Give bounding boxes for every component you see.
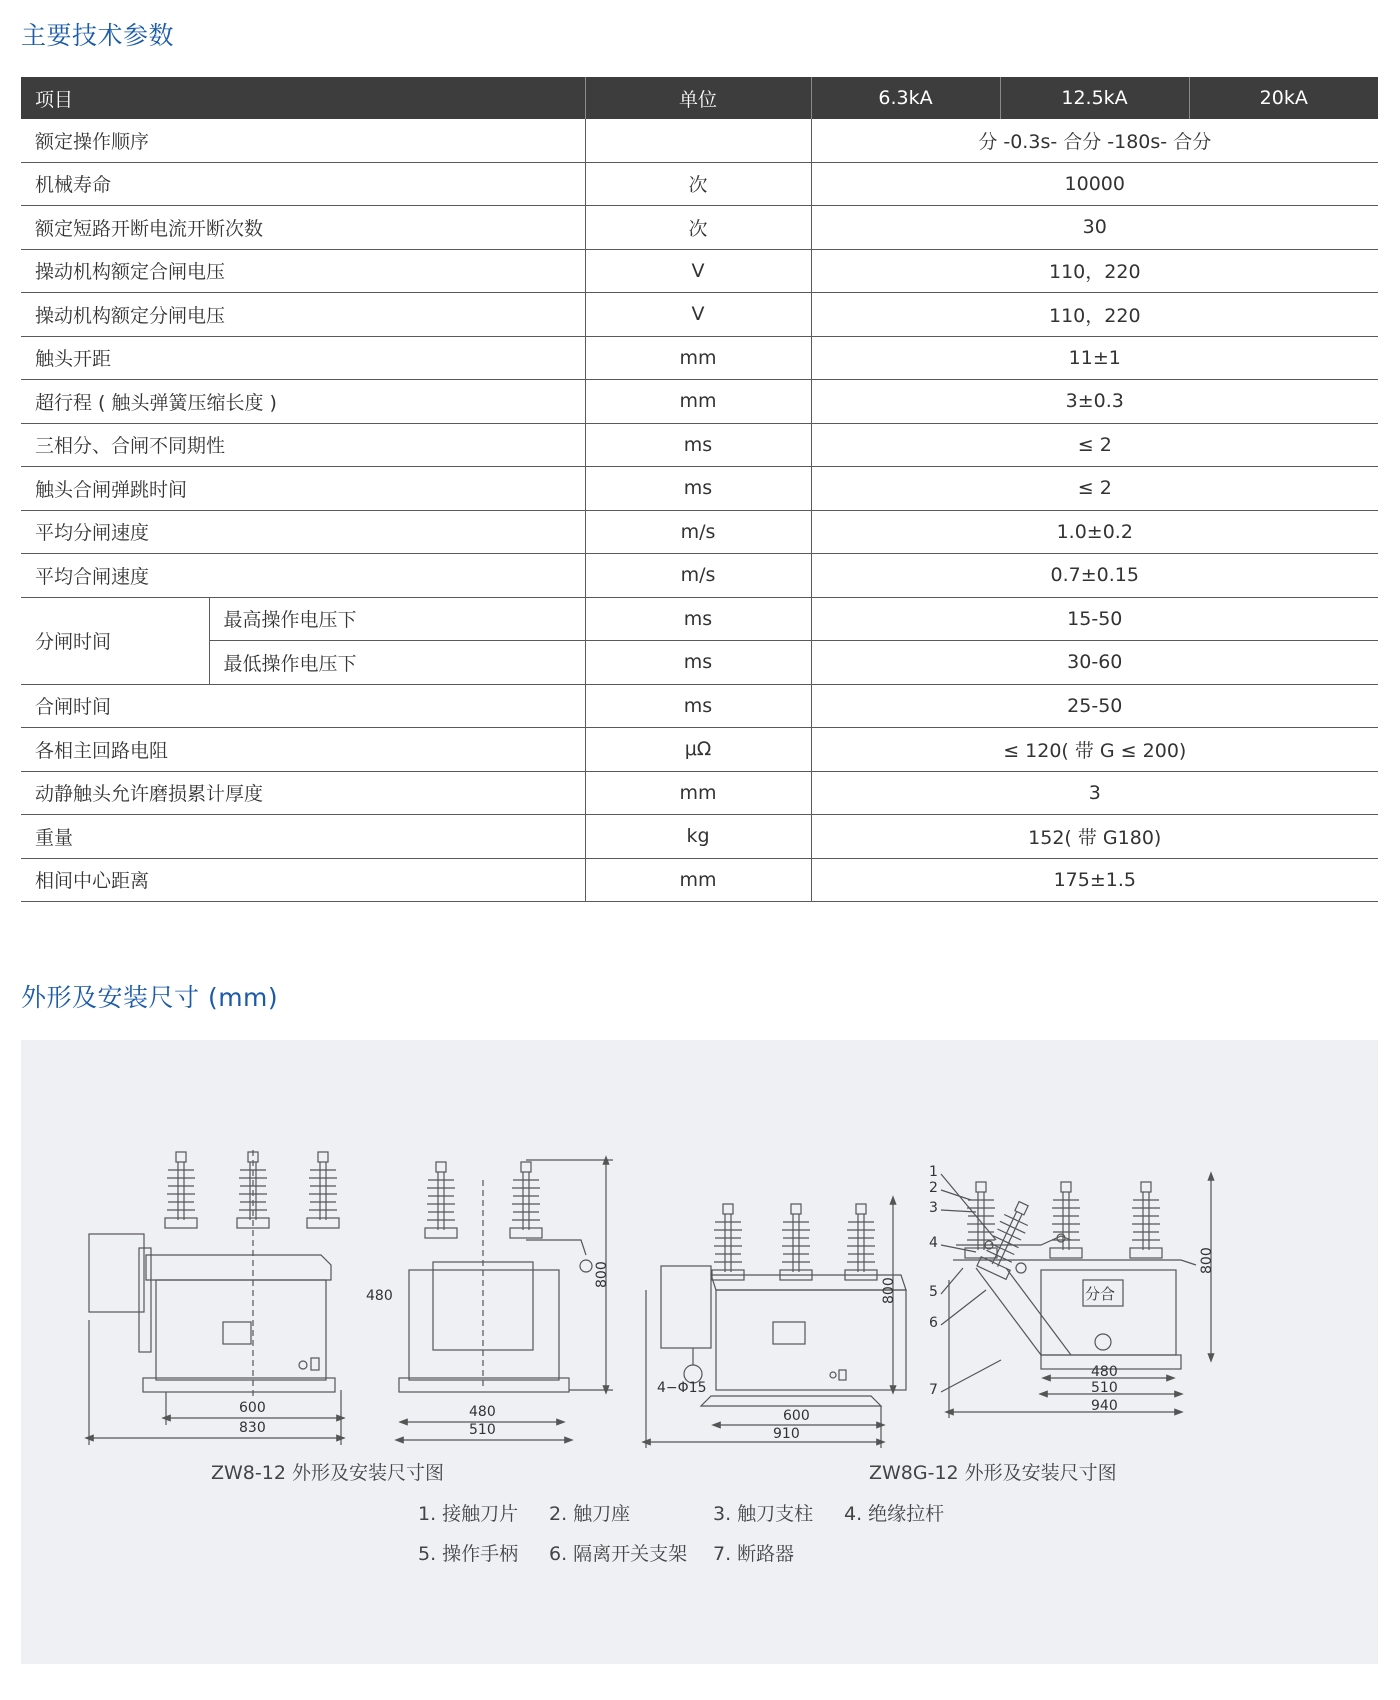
caption-zw8g-12: ZW8G-12 外形及安装尺寸图 [869,1462,1117,1484]
dim-510-right: 510 [1091,1380,1118,1396]
row-value: 25-50 [811,684,1378,728]
row-name: 操动机构额定分闸电压 [21,293,585,337]
row-value: 30-60 [811,641,1378,685]
row-unit: mm [585,858,811,902]
drawing-zw8g-side [929,1164,1215,1418]
row-unit [585,119,811,162]
table-row [21,249,1378,293]
row-value: 175±1.5 [811,858,1378,902]
row-unit: kg [585,815,811,859]
section-title-dimensions: 外形及安装尺寸 (mm) [21,983,279,1012]
legend-item-5: 5. 操作手柄 [418,1543,519,1565]
row-subname: 最高操作电压下 [209,597,585,641]
row-unit: ms [585,467,811,511]
legend-item-3: 3. 触刀支柱 [713,1503,814,1525]
caption-zw8-12: ZW8-12 外形及安装尺寸图 [211,1462,444,1484]
row-unit: 次 [585,162,811,206]
label-fen-he: 分合 [1085,1285,1116,1303]
table-row [21,554,1378,598]
table-row [21,293,1378,337]
table-row [21,380,1378,424]
table-row [21,597,1378,641]
callout-7: 7 [929,1382,938,1398]
row-value: 0.7±0.15 [811,554,1378,598]
table-row [21,119,1378,162]
row-unit: mm [585,336,811,380]
row-unit: mm [585,771,811,815]
drawing-zw8-front [89,1150,341,1445]
table-row [21,728,1378,772]
spec-table [21,77,1378,902]
row-value: 3±0.3 [811,380,1378,424]
row-unit: ms [585,684,811,728]
header-item: 项目 [21,77,585,119]
dim-600-mid: 600 [783,1408,810,1424]
dim-600-left: 600 [239,1400,266,1416]
row-value: 152( 带 G180) [811,815,1378,859]
row-name: 重量 [21,815,585,859]
table-row [21,510,1378,554]
header-12.5ka: 12.5kA [1000,77,1189,119]
drawing-zw8-side [366,1160,613,1440]
row-value: 3 [811,771,1378,815]
row-value: 11±1 [811,336,1378,380]
table-row [21,771,1378,815]
row-unit: ms [585,423,811,467]
row-value: ≤ 2 [811,467,1378,511]
header-unit: 单位 [585,77,811,119]
row-unit: V [585,249,811,293]
row-unit: 次 [585,206,811,250]
dimension-drawings-panel [21,1040,1378,1664]
row-unit: μΩ [585,728,811,772]
dim-510-side: 510 [469,1422,496,1438]
row-name: 超行程 ( 触头弹簧压缩长度 ) [21,380,585,424]
hole-spec: 4−Φ15 [657,1380,707,1396]
table-row [21,858,1378,902]
row-unit: m/s [585,510,811,554]
drawing-zw8g-front [646,1200,906,1448]
dim-940: 940 [1091,1398,1118,1414]
row-value: 分 -0.3s- 合分 -180s- 合分 [811,119,1378,162]
table-row [21,162,1378,206]
row-name: 相间中心距离 [21,858,585,902]
row-name: 触头开距 [21,336,585,380]
dim-910: 910 [773,1426,800,1442]
callout-2: 2 [929,1180,938,1196]
row-name: 合闸时间 [21,684,585,728]
row-value: 30 [811,206,1378,250]
row-value: 15-50 [811,597,1378,641]
table-row [21,684,1378,728]
callout-5: 5 [929,1284,938,1300]
dim-800-right: 800 [1199,1247,1215,1274]
table-row [21,336,1378,380]
technical-drawings [21,1040,1378,1664]
row-unit: m/s [585,554,811,598]
row-unit: mm [585,380,811,424]
row-name: 触头合闸弹跳时间 [21,467,585,511]
callout-6: 6 [929,1315,938,1331]
row-value: ≤ 2 [811,423,1378,467]
legend-item-6: 6. 隔离开关支架 [549,1543,688,1565]
row-unit: ms [585,597,811,641]
dim-830: 830 [239,1420,266,1436]
row-value: 1.0±0.2 [811,510,1378,554]
callout-1: 1 [929,1164,938,1180]
dim-800-left: 800 [594,1261,610,1288]
callout-4: 4 [929,1235,938,1251]
row-name: 额定操作顺序 [21,119,585,162]
legend-item-4: 4. 绝缘拉杆 [844,1503,945,1525]
table-row [21,206,1378,250]
dim-480-vertical: 480 [366,1288,393,1304]
row-unit: V [585,293,811,337]
row-name: 平均分闸速度 [21,510,585,554]
legend-item-7: 7. 断路器 [713,1543,795,1565]
row-value: 110，220 [811,293,1378,337]
row-value: 10000 [811,162,1378,206]
table-header-row [21,77,1378,119]
header-20ka: 20kA [1189,77,1378,119]
row-name: 动静触头允许磨损累计厚度 [21,771,585,815]
row-name: 额定短路开断电流开断次数 [21,206,585,250]
dim-480-right: 480 [1091,1364,1118,1380]
legend-item-2: 2. 触刀座 [549,1503,631,1525]
callout-3: 3 [929,1200,938,1216]
header-6.3ka: 6.3kA [811,77,1000,119]
table-row [21,423,1378,467]
row-subname: 最低操作电压下 [209,641,585,685]
row-name: 机械寿命 [21,162,585,206]
row-name: 平均合闸速度 [21,554,585,598]
row-name: 三相分、合闸不同期性 [21,423,585,467]
row-value: 110，220 [811,249,1378,293]
row-unit: ms [585,641,811,685]
legend-item-1: 1. 接触刀片 [418,1503,519,1525]
dim-800-mid: 800 [881,1277,897,1304]
table-row [21,641,1378,685]
table-row [21,815,1378,859]
row-name: 操动机构额定合闸电压 [21,249,585,293]
row-value: ≤ 120( 带 G ≤ 200) [811,728,1378,772]
table-row [21,467,1378,511]
row-name: 分闸时间 [21,597,209,684]
section-title-specs: 主要技术参数 [21,21,175,50]
row-name: 各相主回路电阻 [21,728,585,772]
dim-480-side: 480 [469,1404,496,1420]
